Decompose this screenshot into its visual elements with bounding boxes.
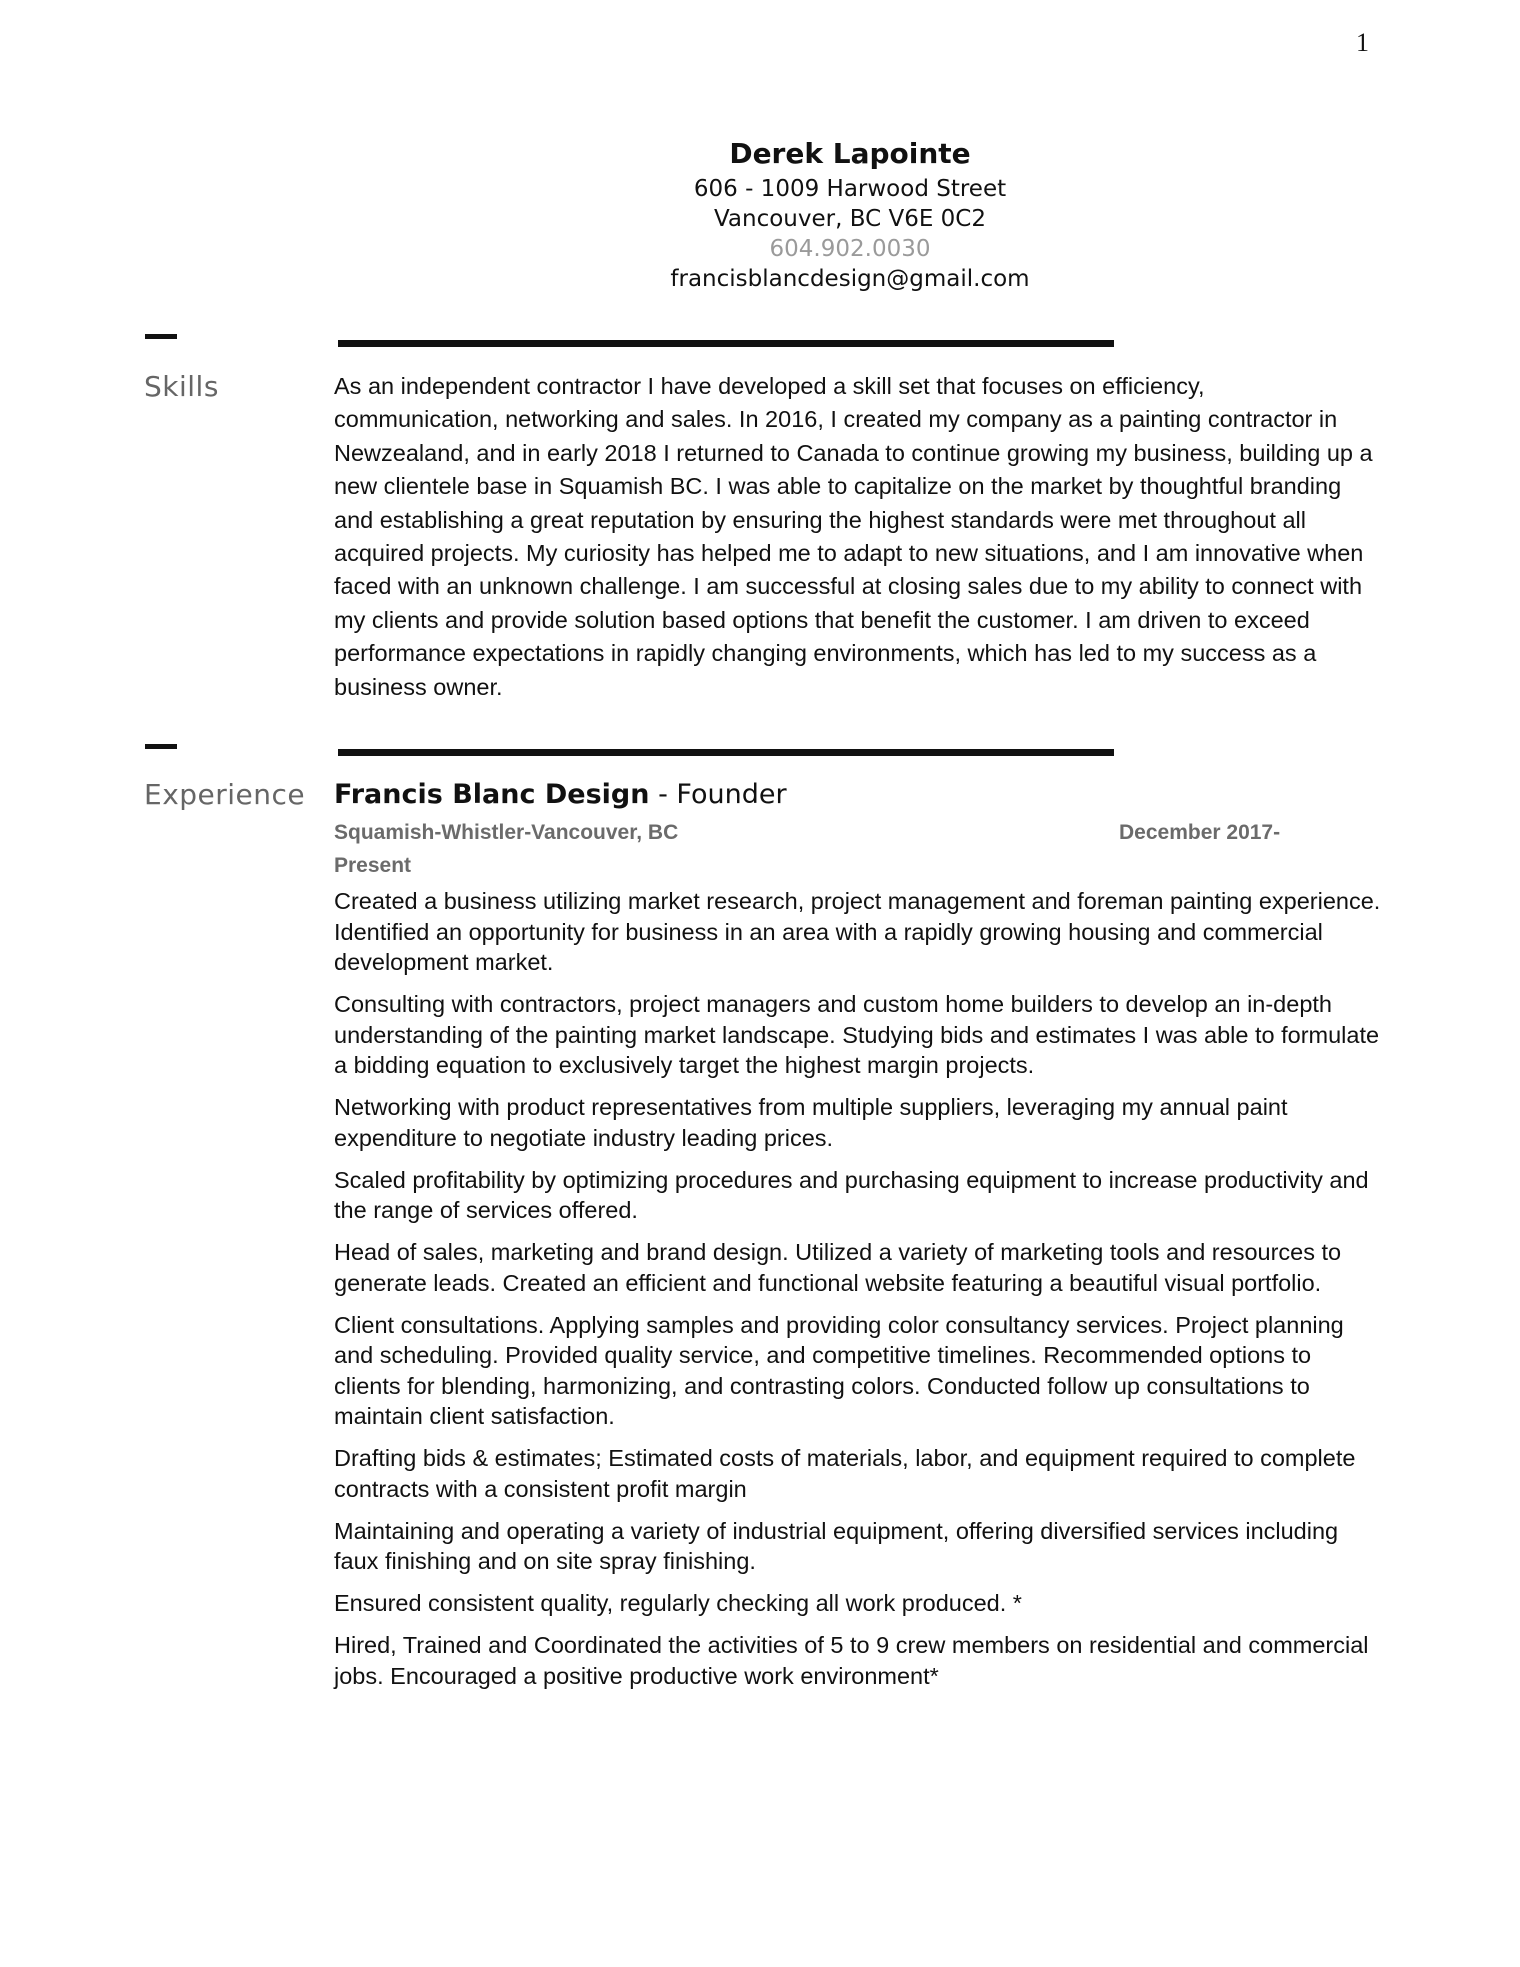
list-item: Client consultations. Applying samples and providing color consultancy services. Project planning and scheduling. Provided quality service, and competitive timelines. Recommended options to clients for blending, harmonizing, and contrasting colors. Conducted follow up consultations to maintain client satisfaction. — [334, 1311, 1344, 1429]
skills-heading: Skills — [144, 370, 219, 403]
list-item: Head of sales, marketing and brand design. Utilized a variety of marketing tools and resources to generate leads. Created an efficient and functional website featuring a beautiful visual portfolio. — [334, 1239, 1342, 1296]
job-dates-continued: Present — [334, 854, 412, 877]
list-item: Scaled profitability by optimizing procedures and purchasing equipment to increase productivity and the range of services offered. — [334, 1166, 1369, 1223]
list-item: Maintaining and operating a variety of industrial equipment, offering diversified services including faux finishing and on site spray finishing. — [334, 1517, 1339, 1574]
phone-number: 604.902.0030 — [769, 236, 931, 262]
title-separator: - — [649, 779, 677, 810]
list-item: Drafting bids & estimates; Estimated costs of materials, labor, and equipment required to complete contracts with a consistent profit margin — [334, 1445, 1356, 1502]
list-item: Networking with product representatives from multiple suppliers, leveraging my annual paint expenditure to negotiate industry leading prices. — [334, 1094, 1288, 1151]
job-role: Founder — [676, 779, 787, 810]
job-dates: December 2017- — [1119, 821, 1281, 844]
list-item: Created a business utilizing market research, project management and foreman painting experience. Identified an opportunity for business in an area with a rapidly growing housing and commercial development market. — [334, 888, 1381, 975]
company-name: Francis Blanc Design — [334, 779, 650, 810]
page-number: 1 — [1356, 28, 1369, 57]
experience-section-divider — [338, 749, 1114, 756]
experience-section-marker — [145, 744, 177, 749]
job-location: Squamish-Whistler-Vancouver, BC — [334, 821, 679, 844]
job-responsibilities — [334, 886, 1384, 1703]
list-item: Hired, Trained and Coordinated the activities of 5 to 9 crew members on residential and commercial jobs. Encouraged a positive productive work environment* — [334, 1632, 1369, 1689]
address-line-2: Vancouver, BC V6E 0C2 — [713, 206, 987, 232]
address-line-1: 606 - 1009 Harwood Street — [693, 176, 1007, 202]
email-address: francisblancdesign@gmail.com — [670, 266, 1030, 292]
experience-heading: Experience — [144, 778, 306, 811]
list-item: Ensured consistent quality, regularly checking all work produced. * — [334, 1590, 1022, 1616]
list-item: Consulting with contractors, project managers and custom home builders to develop an in-depth understanding of the painting market landscape. Studying bids and estimates I was able to formulate a bidding equation to exclusively target the highest margin projects. — [334, 991, 1380, 1078]
applicant-name: Derek Lapointe — [729, 137, 971, 170]
job-meta — [334, 816, 1294, 882]
job-title — [334, 777, 787, 813]
skills-section-marker — [145, 334, 177, 339]
resume-header — [560, 134, 1140, 294]
skills-summary: As an independent contractor I have developed a skill set that focuses on efficiency, communication, networking and sales. In 2016, I created my company as a painting contractor in Newzealand, and in early 2018 I returned to Canada to continue growing my business, building up a new clientele base in Squamish BC. I was able to capitalize on the market by thoughtful branding and establishing a great reputation by ensuring the highest standards were met throughout all acquired projects. My curiosity has helped me to adapt to new situations, and I am innovative when faced with an unknown challenge. I am successful at closing sales due to my ability to connect with my clients and provide solution based options that benefit the customer. I am driven to exceed performance expectations in rapidly changing environments, which has led to my success as a business owner. — [334, 373, 1373, 700]
skills-section-divider — [338, 340, 1114, 347]
